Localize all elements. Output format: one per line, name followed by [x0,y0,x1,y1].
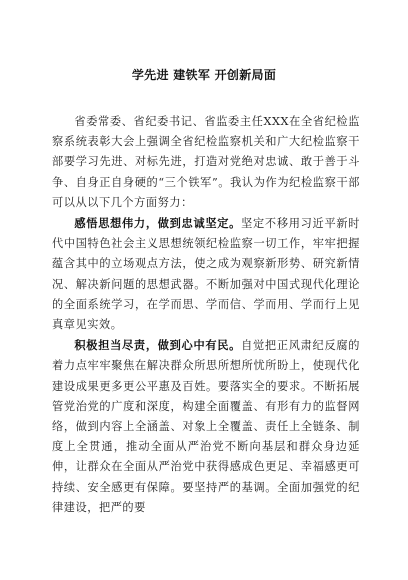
section-paragraph-1 [52,213,360,335]
document-title: 学先进 建铁军 开创新局面 [131,68,277,82]
section-paragraph-2 [52,335,360,518]
intro-paragraph: 省委常委、省纪委书记、省监委主任XXX在全省纪检监察系统表彰大会上强调全省纪检监察机关和广大纪检监察干部要学习先进、对标先进，打造对党绝对忠诚、敢于善于斗争、自身正自身硬的“三个铁军”。我认为作为纪检监察干部可以从以下几个方面努力： [52,115,360,209]
section-2-lead: 积极担当尽责，做到心中有民。 [74,338,242,353]
document-body [52,112,360,518]
section-2-body: 自觉把正风肃纪反腐的着力点牢牢聚焦在解决群众所思所想所忧所盼上，使现代化建设成果更多更公平惠及百姓。要落实全的要求。不断拓展管党治党的广度和深度，构建全面覆盖、有形有力的监督网络，做到内容上全涵盖、对象上全覆盖、责任上全链条、制度上全贯通，推动全面从严治党不断向基层和群众身边延伸，让群众在全面从严治党中获得感成色更足、幸福感更可持续、安全感更有保障。要坚持严的基调。全面加强党的纪律建设，把严的要 [52,339,360,514]
section-1-body: 坚定不移用习近平新时代中国特色社会主义思想统领纪检监察一切工作，牢牢把握蕴含其中的立场观点方法，使之成为观察新形势、研究新情况、解决新问题的思想武器。不断加强对中国式现代化理论的全面系统学习，在学而思、学而信、学而用、学而行上见真章见实效。 [52,217,360,332]
section-1-lead: 感悟思想伟力，做到忠诚坚定。 [74,216,242,231]
